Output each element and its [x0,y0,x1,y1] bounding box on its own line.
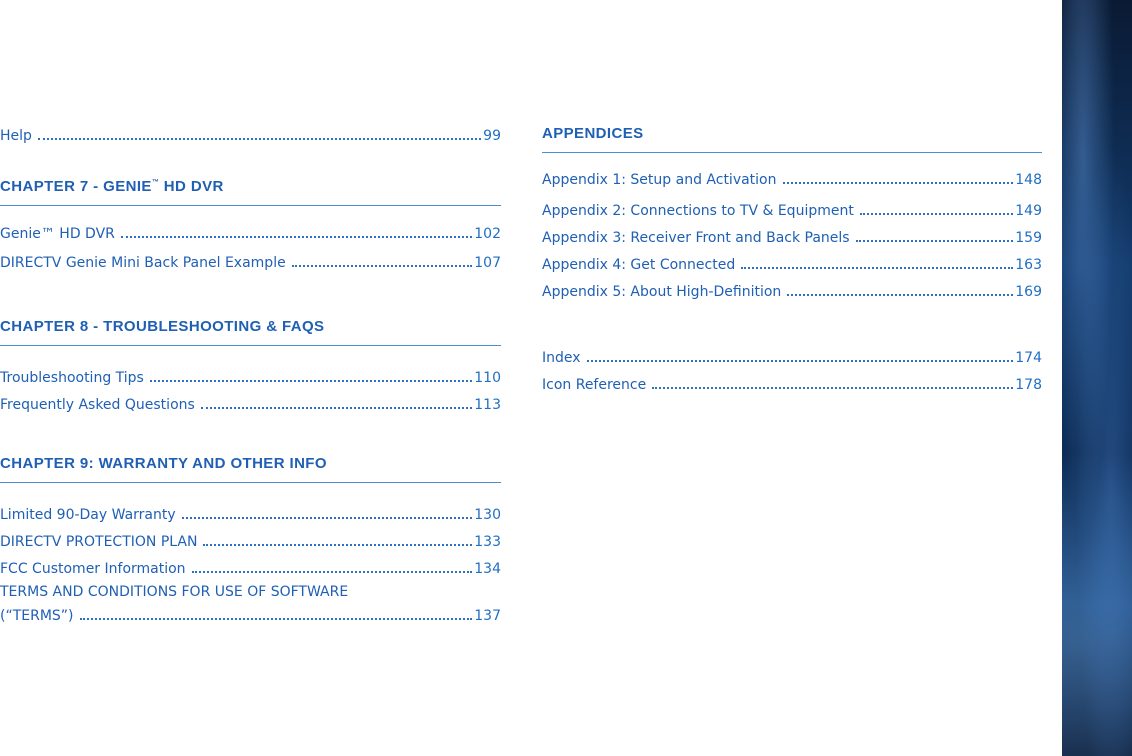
toc-page-number: 99 [483,128,501,144]
toc-page-number: 113 [474,397,501,413]
toc-entry-title: Frequently Asked Questions [0,397,195,413]
toc-entry-appendix-3[interactable] [542,226,1042,246]
dot-leader [783,168,1014,184]
toc-entry-title: Index [542,350,581,366]
toc-page-number: 178 [1015,377,1042,393]
toc-entry-title: TERMS AND CONDITIONS FOR USE OF SOFTWARE [0,584,349,600]
toc-entry-title: Appendix 3: Receiver Front and Back Panels [542,230,850,246]
toc-entry-title: (“TERMS”) [0,608,74,624]
dot-leader [80,604,473,620]
toc-entry-title: DIRECTV Genie Mini Back Panel Example [0,255,286,271]
toc-page-number: 159 [1015,230,1042,246]
toc-entry-title: Appendix 2: Connections to TV & Equipment [542,203,854,219]
toc-page-number: 163 [1015,257,1042,273]
toc-page-number: 102 [474,226,501,242]
toc-page-number: 137 [474,608,501,624]
toc-entry-appendix-4[interactable] [542,253,1042,273]
toc-entry-genie-mini-back-panel[interactable] [0,251,501,271]
decorative-side-band [1062,0,1132,756]
chapter-9-heading: CHAPTER 9: WARRANTY AND OTHER INFO [0,455,501,483]
toc-entry-title: Limited 90-Day Warranty [0,507,176,523]
dot-leader [587,346,1014,362]
chapter-7-heading: CHAPTER 7 - GENIE™ HD DVR [0,178,501,206]
toc-entry-title: Genie™ HD DVR [0,226,115,242]
toc-entry-appendix-1[interactable] [542,168,1042,188]
dot-leader [652,373,1013,389]
toc-page-number: 148 [1015,172,1042,188]
toc-entry-help[interactable] [0,124,501,144]
toc-page-number: 134 [474,561,501,577]
toc-entry-index[interactable] [542,346,1042,366]
toc-entry-title: DIRECTV PROTECTION PLAN [0,534,198,550]
dot-leader [121,222,472,238]
dot-leader [741,253,1013,269]
toc-entry-title: Icon Reference [542,377,647,393]
toc-entry-title: Troubleshooting Tips [0,370,144,386]
chapter-8-heading: CHAPTER 8 - TROUBLESHOOTING & FAQS [0,318,501,346]
toc-entry-title: Appendix 4: Get Connected [542,257,736,273]
toc-entry-title: FCC Customer Information [0,561,186,577]
toc-page-number: 133 [474,534,501,550]
toc-entry-fcc-info[interactable] [0,557,501,577]
toc-entry-title: Appendix 5: About High-Definition [542,284,782,300]
toc-entry-icon-reference[interactable] [542,373,1042,393]
toc-entry-terms-line1[interactable] [0,584,501,600]
toc-entry-protection-plan[interactable] [0,530,501,550]
toc-entry-appendix-5[interactable] [542,280,1042,300]
toc-entry-faqs[interactable] [0,393,501,413]
toc-page-number: 149 [1015,203,1042,219]
toc-entry-genie-hd-dvr[interactable] [0,222,501,242]
appendices-heading: APPENDICES [542,125,1042,153]
dot-leader [150,366,472,382]
dot-leader [203,530,472,546]
toc-page-number: 169 [1015,284,1042,300]
toc-entry-terms-line2[interactable] [0,604,501,624]
dot-leader [292,251,473,267]
toc-entry-title: Help [0,128,32,144]
toc-entry-appendix-2[interactable] [542,199,1042,219]
dot-leader [201,393,472,409]
dot-leader [787,280,1013,296]
dot-leader [192,557,473,573]
toc-entry-troubleshooting-tips[interactable] [0,366,501,386]
toc-page-number: 174 [1015,350,1042,366]
dot-leader [856,226,1014,242]
toc-entry-title: Appendix 1: Setup and Activation [542,172,777,188]
toc-page-number: 107 [474,255,501,271]
dot-leader [860,199,1013,215]
dot-leader [38,124,481,140]
toc-entry-limited-warranty[interactable] [0,503,501,523]
dot-leader [182,503,473,519]
toc-page-number: 110 [474,370,501,386]
toc-page-number: 130 [474,507,501,523]
